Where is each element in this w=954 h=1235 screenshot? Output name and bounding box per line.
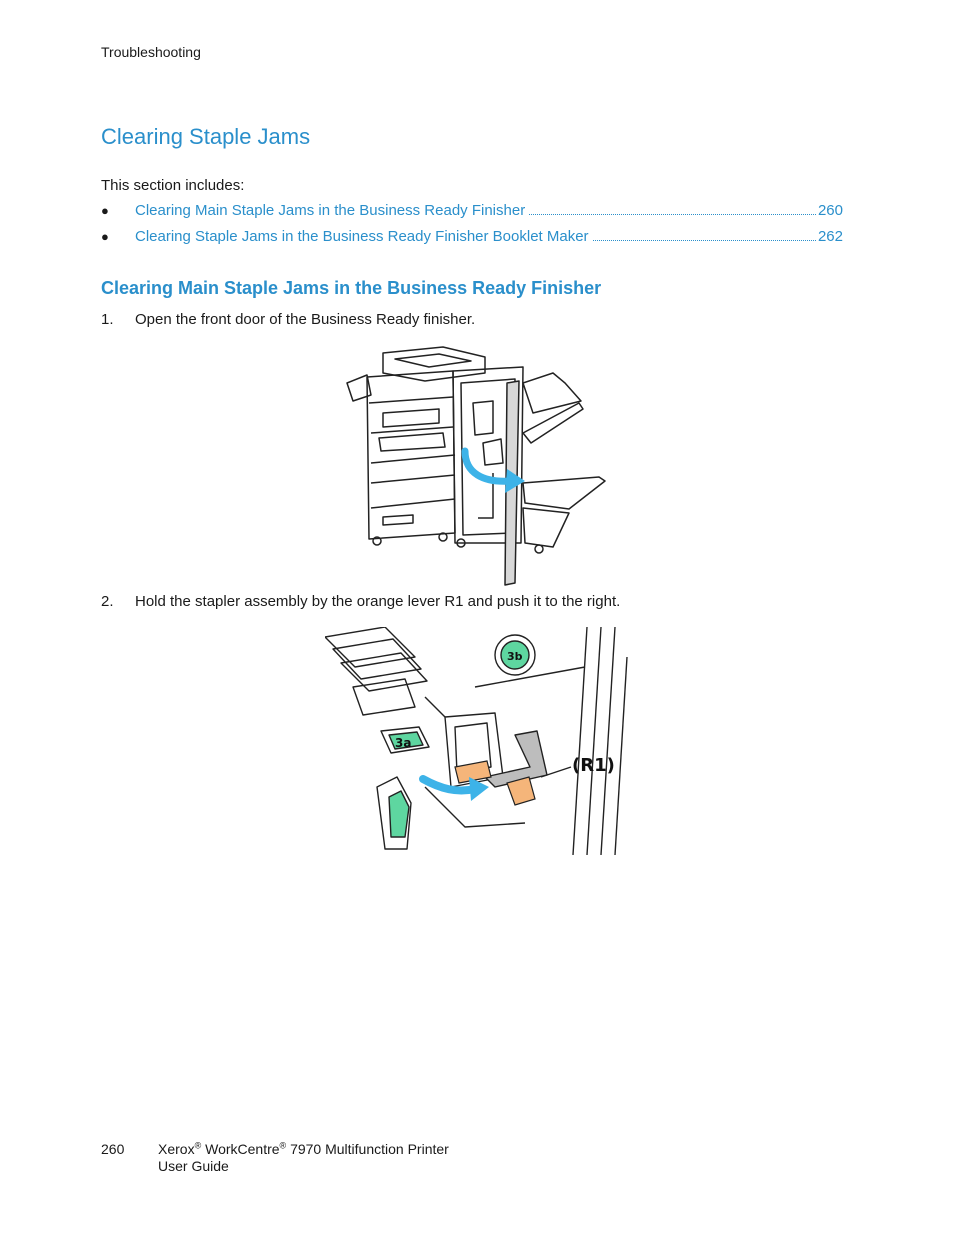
stapler-assembly-illustration xyxy=(325,627,630,855)
bullet-icon: ● xyxy=(101,229,109,244)
toc-link-main-staple-jams[interactable] xyxy=(135,202,843,219)
toc-label: Clearing Main Staple Jams in the Business Ready Finisher xyxy=(135,202,526,219)
toc-entry xyxy=(101,228,843,248)
subsection-title: Clearing Main Staple Jams in the Business Ready Finisher xyxy=(101,278,602,298)
step-number: 1. xyxy=(101,311,114,328)
toc-page: 262 xyxy=(817,228,843,245)
section-title: Clearing Staple Jams xyxy=(101,124,311,149)
label-3b: 3b xyxy=(507,650,523,663)
footer-brand: Xerox xyxy=(158,1141,195,1157)
step-number: 2. xyxy=(101,593,114,610)
toc-link-booklet-maker-jams[interactable] xyxy=(135,228,843,245)
toc-label: Clearing Staple Jams in the Business Ready Finisher Booklet Maker xyxy=(135,228,589,245)
section-intro: This section includes: xyxy=(101,177,245,194)
footer-page-number: 260 xyxy=(101,1141,125,1157)
step-item xyxy=(101,311,475,328)
running-header: Troubleshooting xyxy=(101,44,201,60)
step-text: Hold the stapler assembly by the orange lever R1 and push it to the right. xyxy=(135,593,621,610)
footer-doc-type: User Guide xyxy=(158,1158,229,1174)
callout-r1: (R1) xyxy=(572,755,615,776)
footer-product: WorkCentre xyxy=(205,1141,280,1157)
footer-doc-title xyxy=(158,1141,449,1175)
toc-leader xyxy=(529,214,816,215)
toc-entry xyxy=(101,202,843,222)
footer-product-line xyxy=(158,1141,449,1158)
bullet-icon: ● xyxy=(101,203,109,218)
step-text: Open the front door of the Business Ready finisher. xyxy=(135,311,476,328)
registered-mark: ® xyxy=(279,1140,287,1151)
printer-open-door-illustration xyxy=(343,343,611,588)
toc-leader xyxy=(593,240,816,241)
registered-mark: ® xyxy=(194,1140,202,1151)
footer-model: 7970 Multifunction Printer xyxy=(290,1141,449,1157)
toc-page: 260 xyxy=(817,202,843,219)
step-item xyxy=(101,593,620,610)
label-3a: 3a xyxy=(395,736,412,750)
